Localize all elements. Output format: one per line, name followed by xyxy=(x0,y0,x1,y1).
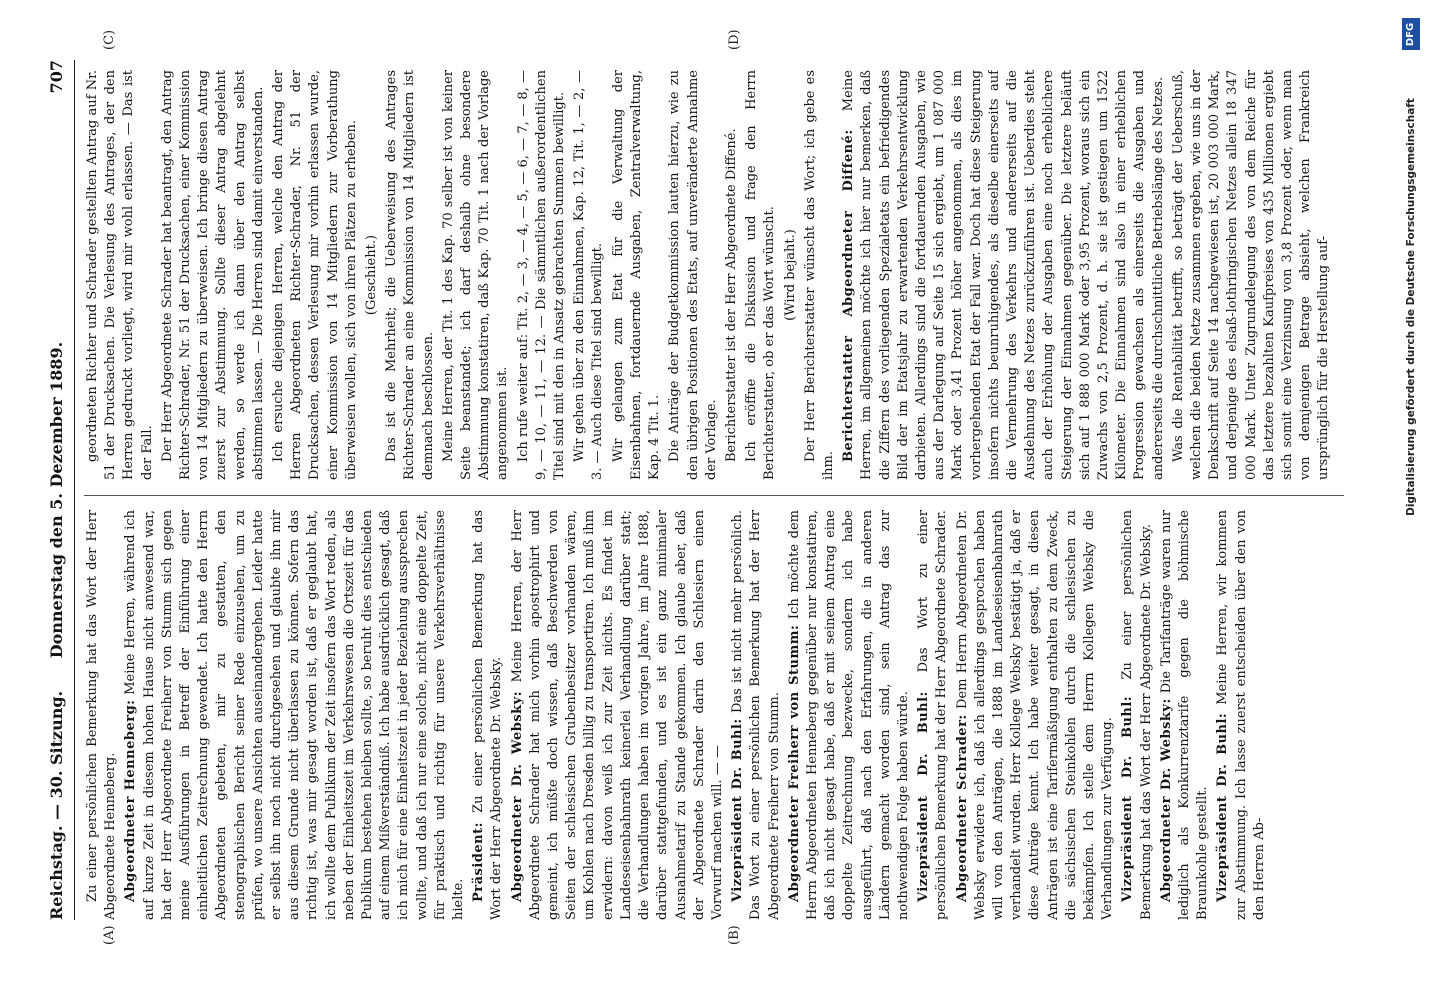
paragraph xyxy=(786,510,913,920)
paragraph xyxy=(743,70,779,480)
paragraph xyxy=(1119,510,1155,920)
dfg-stamp-text: Digitalisierung gefördert durch die Deutsche Forschungsgemeinschaft xyxy=(1405,98,1417,516)
paragraph-text: Die Anträge der Budgetkommission lauten hierzu, wie zu den übrigen Positionen des Etats, auf unveränderte Annahme der Vorlage. xyxy=(667,70,719,480)
dfg-stamp xyxy=(1392,0,1432,1000)
header-left: Reichstag. — 30. Sitzung. xyxy=(47,690,66,920)
paragraph-text: Das Wort zu einer persönlichen Bemerkung hat der Herr Abgeordnete Schrader. xyxy=(916,510,950,920)
paragraph xyxy=(470,510,506,920)
page-number: 707 xyxy=(47,60,66,94)
paragraph-text: Das ist die Mehrheit; die Ueberweisung des Antrages Richter-Schrader an eine Kommission von 14 Mitgliedern ist demnach beschlossen. xyxy=(384,70,436,480)
header-rule xyxy=(74,60,75,920)
paragraph xyxy=(802,70,838,480)
speaker-name: Präsident: xyxy=(471,822,487,902)
speaker-name: Abgeordneter Dr. Websky: xyxy=(1158,698,1174,902)
speaker-name: Vizepräsident Dr. Buhl: xyxy=(1120,695,1136,902)
dfg-logo-text: DFG xyxy=(1405,22,1417,46)
margin-marker-b: (B) xyxy=(727,925,742,945)
paragraph-text: Die Tarifanträge waren nur lediglich als Konkurrenztarife gegen die böhmische Braunkohle gestellt. xyxy=(1158,510,1211,920)
paragraph-text: Berichterstatter ist der Herr Abgeordnete Diffené. xyxy=(723,128,739,462)
paragraph-text: Ich rufe weiter auf: Tit. 2, — 3, — 4, — 5, — 6, — 7, — 8, — 9, — 10, — 11, — 12. — Die sämmtlichen außerordentlichen Titel sind mit den in Ansatz gebrachten Summen bewilligt. xyxy=(515,70,568,480)
paragraph-text: Meine Herren, der Tit. 1 des Kap. 70 selber ist von keiner Seite beanstandet; ich darf deshalb ohne besondere Abstimmung konstatiren, daß Kap. 70 Tit. 1 nach der Vorlage angenommen ist. xyxy=(440,70,511,480)
paragraph-text: (Wird bejaht.) xyxy=(782,229,798,321)
paragraph xyxy=(1170,70,1334,480)
margin-marker-d: (D) xyxy=(727,29,742,50)
header-date xyxy=(48,20,66,980)
paragraph xyxy=(782,70,800,480)
paragraph-text: (Geschieht.) xyxy=(364,234,380,316)
margin-marker-a: (A) xyxy=(102,925,117,945)
speaker-name: Abgeordneter Henneberg: xyxy=(123,699,139,902)
paragraph xyxy=(610,70,665,480)
paragraph xyxy=(666,70,721,480)
paragraph-text: geordneten Richter und Schrader gestellten Antrag auf Nr. 51 der Drucksachen. Die Verlesung des Antrages, der den Herren gedruckt vorliegt, wird mir wohl erlassen. — Das ist der Fall. xyxy=(85,70,155,480)
paragraph xyxy=(571,70,607,480)
paragraph xyxy=(383,70,438,480)
text-column-right xyxy=(84,70,1344,480)
paragraph xyxy=(915,510,951,920)
paragraph xyxy=(159,70,268,480)
speaker-name: Vizepräsident Dr. Buhl: xyxy=(1215,712,1231,902)
paragraph xyxy=(729,510,784,920)
paragraph-text: Der Herr Berichterstatter wünscht das Wort; ich gebe es ihm. xyxy=(802,70,836,480)
rotated-document-page xyxy=(6,20,1386,980)
paragraph-text: Meine Herren, während ich auf kurze Zeit in diesem hohen Hause nicht anwesend war, hat der Herr Abgeordnete Freiherr von Stumm sich gegen meine Ausführungen in Betreff der Einführung einer einheitlichen Zeitrechnung gewendet. Ich hatte den Herrn Abgeordneten gebeten, mir zu gestatten, den stenographischen Bericht seiner Rede einzusehen, um zu prüfen, wo unsere Ansichten auseinandergehen. Leider hatte er selbst ihn noch nicht durchgesehen und glaubte ihn mir aus diesem Grunde nicht überlassen zu können. Sofern das richtig ist, was mir gesagt worden ist, daß er geglaubt hat, ich wollte dem Publikum der Zeit insofern das Wort reden, als neben der Einheitszeit im Verkehrswesen die Ortszeit für das Publikum bestehen bleiben sollte, so beruht dies entschieden auf einem Mißverständniß. Ich habe ausdrücklich gesagt, daß ich mich für eine Einheitszeit in jeder Beziehung aussprechen wollte, und daß ich nur eine solche, nicht eine doppelte Zeit, für praktisch und richtig für unsere Verkehrsverhältnisse hielte. xyxy=(123,510,467,920)
speaker-name: Abgeordneter Freiherr von Stumm: xyxy=(786,624,802,902)
speaker-name: Abgeordneter Schrader: xyxy=(954,714,970,902)
speaker-name: Vizepräsident Dr. Buhl: xyxy=(730,718,746,902)
paragraph-text: Ich eröffne die Diskussion und frage den Herrn Berichterstatter, ob er das Wort wünscht. xyxy=(744,70,778,480)
paragraph xyxy=(1158,510,1213,920)
paragraph xyxy=(84,70,157,480)
paragraph xyxy=(509,510,727,920)
paragraph-text: Das ist nicht mehr persönlich. Das Wort zu einer persönlichen Bemerkung hat der Herr Abgeordnete Freiherr von Stumm. xyxy=(730,510,782,920)
speaker-name: Vizepräsident Dr. Buhl: xyxy=(916,691,932,902)
paragraph xyxy=(363,70,381,480)
paragraph xyxy=(954,510,1118,920)
paragraph-text: Zu einer persönlichen Bemerkung hat das Wort der Herr Abgeordnete Dr. Websky. xyxy=(471,510,505,920)
paragraph-text: Wir gehen über zu den Einnahmen, Kap. 12, Tit. 1, — 2, — 3. — Auch diese Titel sind bewilligt. xyxy=(572,70,606,480)
paragraph-text: Der Herr Abgeordnete Schrader hat beantragt, den Antrag Richter-Schrader, Nr. 51 der Drucksachen, einer Kommission von 14 Mitgliedern zu überweisen. Ich bringe diesen Antrag zuerst zur Abstimmung. Sollte dieser Antrag abgelehnt werden, so werde ich dann über den Antrag selbst abstimmen lassen. — Die Herren sind damit einverstanden. xyxy=(159,70,266,480)
paragraph xyxy=(840,70,1168,480)
text-column-left xyxy=(84,510,1344,920)
paragraph xyxy=(515,70,570,480)
header-right-text: Donnerstag den 5. Dezember 1889. xyxy=(47,341,66,659)
paragraph-text: Wir gelangen zum Etat für die Verwaltung der Eisenbahnen, fortdauernde Ausgaben, Zentralverwaltung, Kap. 4 Tit. 1. xyxy=(610,70,663,480)
speaker-name: Abgeordneter Dr. Websky: xyxy=(509,690,525,902)
paragraph-text: Dem Herrn Abgeordneten Dr. Websky erwidere ich, daß ich allerdings gesprochen haben will von den Anträgen, die 1888 im Landeseisenbahnrath verhandelt wurden. Herr Kollege Websky bestätigt ja, daß er diese Anträge kennt. Ich habe weiter gesagt, in diesen Anträgen ist eine Tarifermäßigung enthalten zu dem Zweck, die sächsischen Steinkohlen durch die schlesischen zu bekämpfen. Ich stelle dem Herrn Kollegen Websky die Verhandlungen zur Verfügung. xyxy=(954,510,1116,920)
paragraph-text: Meine Herren, im allgemeinen möchte ich hier nur bemerken, daß die Ziffern des vorliegenden Spezialetats ein befriedigendes Bild der im Etatsjahr zu erwartenden Verkehrsentwicklung darbieten. Allerdings sind die fortdauernden Ausgaben, wie aus der Darlegung auf Seite 15 sich ergiebt, um 1 087 000 Mark oder 3,41 Prozent höher angenommen, als dies im vorhergehenden Etat der Fall war. Doch hat diese Steigerung insofern nichts beunruhigendes, als dieselbe einerseits auf die Vermehrung des Verkehrs und andererseits auf die Ausdehnung des Netzes zurückzuführen ist. Ueberdies steht auch der Erhöhung der Ausgaben eine noch erheblichere Steigerung der Einnahmen gegenüber. Die letztere beläuft sich auf 1 888 000 Mark oder 3,95 Prozent, woraus sich ein Zuwachs von 2,5 Prozent, d. h. sie ist gestiegen um 1522 Kilometer. Die Einnahmen sind also in einer erheblichen Progression gewachsen als einerseits die Ausgaben und andererseits die durchschnittliche Betriebslänge des Netzes. xyxy=(841,70,1166,480)
paragraph-text: Was die Rentabilität betrifft, so beträgt der Ueberschuß, welchen die beiden Netze zusammen ergeben, wie uns in der Denkschrift auf Seite 14 nachgewiesen ist, 20 003 000 Mark, und derjenige des elsaß-lothringischen Netzes allein 18 347 000 Mark. Unter Zugrundelegung des von dem Reiche für das letztere bezahlten Kaufpreises von 435 Millionen ergiebt sich somit eine Verzinsung von 3,8 Prozent oder, wenn man von demjenigen Betrage absieht, welchen Frankreich ursprünglich für die Herstellung auf- xyxy=(1170,70,1332,480)
paragraph-text: Meine Herren, wir kommen zur Abstimmung. Ich lasse zuerst entscheiden über den von den Herren Ab- xyxy=(1215,510,1267,920)
margin-marker-c: (C) xyxy=(102,29,117,50)
paragraph xyxy=(84,510,120,920)
paragraph-text: Zu einer persönlichen Bemerkung hat das Wort der Herr Abgeordnete Dr. Websky. xyxy=(1120,510,1154,920)
paragraph xyxy=(270,70,361,480)
speaker-name: Berichterstatter Abgeordneter Diffené: xyxy=(841,129,857,462)
paragraph-text: Meine Herren, der Herr Abgeordnete Schrader hat mich vorhin apostrophirt und gemeint, ich müßte doch wissen, daß Beschwerden von Seiten der schlesischen Grubenbesitzer vorhanden wären, um Kohlen nach Dresden billig zu transportiren. Ich muß ihm erwidern: davon weiß ich zur Zeit nichts. Es findet im Landeseisenbahnrath keinerlei Verhandlung darüber statt; die Verhandlungen haben im vorigen Jahre, im Jahre 1888, darüber stattgefunden, und es ist ein ganz minimaler Ausnahmetarif zu Stande gekommen. Ich glaube aber, daß der Abgeordnete Schrader darin den Schlesiern einen Vorwurf machen will. — — xyxy=(509,510,725,920)
paragraph-text: Zu einer persönlichen Bemerkung hat das Wort der Herr Abgeordnete Henneberg. xyxy=(85,510,119,920)
paragraph-text: Ich möchte dem Herrn Abgeordneten Henneberg gegenüber nur konstatiren, daß ich nicht gesagt habe, daß er mit seinem Antrag eine doppelte Zeitrechnung bezwecke, sondern ich habe ausgeführt, daß nach den Erfahrungen, die in anderen Ländern gemacht worden sind, sein Antrag das zur nothwendigen Folge haben würde. xyxy=(786,510,911,920)
paragraph xyxy=(440,70,513,480)
paragraph xyxy=(1214,510,1269,920)
paragraph-text: Ich ersuche diejenigen Herren, welche den Antrag der Herren Abgeordneten Richter-Schrader, Nr. 51 der Drucksachen, dessen Verlesung mir vorhin erlassen wurde, einer Kommission von 14 Mitgliedern zur Vorberathung überweisen wollen, sich von ihren Plätzen zu erheben. xyxy=(271,70,359,480)
paragraph xyxy=(122,510,468,920)
column-divider xyxy=(84,495,1344,496)
paragraph xyxy=(723,70,741,480)
